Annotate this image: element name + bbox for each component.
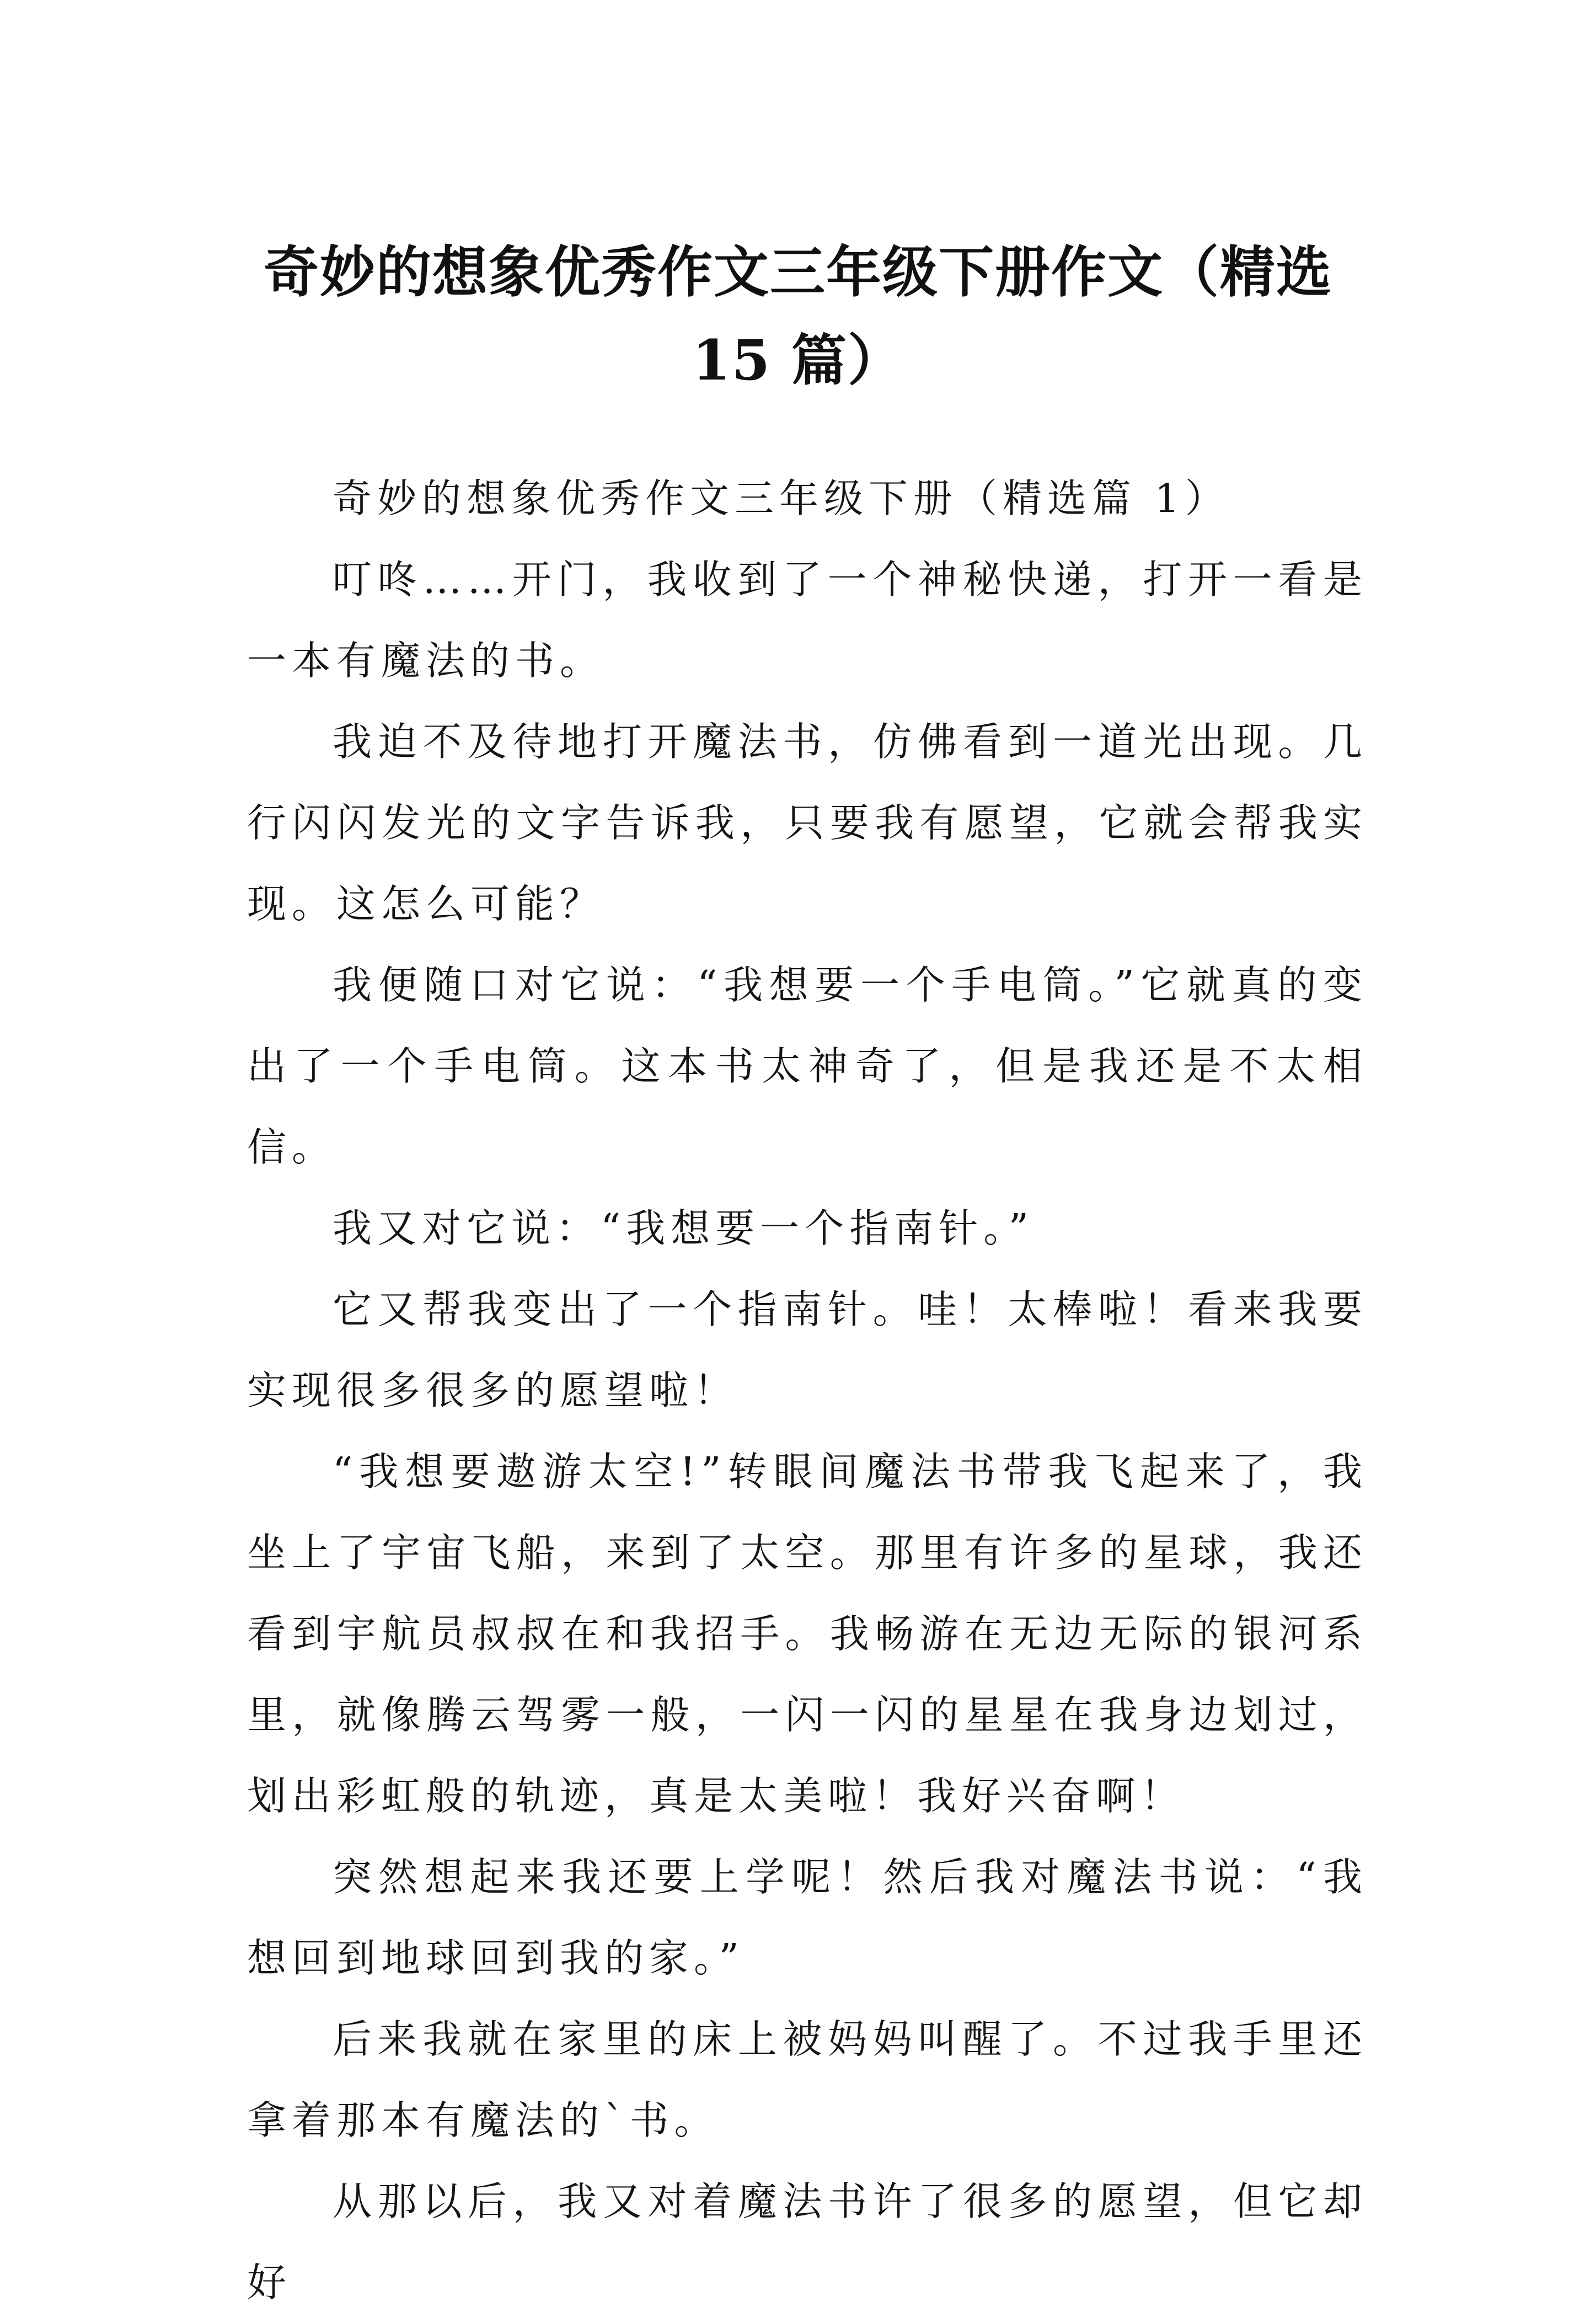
paragraph: “我想要遨游太空!”转眼间魔法书带我飞起来了，我坐上了宇宙飞船，来到了太空。那里有许多的星球，我还看到宇航员叔叔在和我招手。我畅游在无边无际的银河系里，就像腾云驾雾一般，一闪一闪的星星在我身边划过，划出彩虹般的轨迹，真是太美啦！我好兴奋啊！ [247,1449,1368,1819]
paragraph: 叮咚……开门，我收到了一个神秘快递，打开一看是一本有魔法的书。 [247,557,1368,683]
paragraph: 后来我就在家里的床上被妈妈叫醒了。不过我手里还拿着那本有魔法的`书。 [247,2016,1368,2143]
paragraph: 它又帮我变出了一个指南针。哇！太棒啦！看来我要实现很多很多的愿望啦！ [247,1286,1368,1413]
paragraph: 突然想起来我还要上学呢！然后我对魔法书说：“我想回到地球回到我的家。” [247,1854,1368,1981]
title-line-1: 奇妙的想象优秀作文三年级下册作文（精选 [264,239,1332,305]
document-body [247,458,1368,2323]
paragraph: 从那以后，我又对着魔法书许了很多的愿望，但它却好 [247,2178,1368,2305]
document-title [210,228,1386,404]
paragraph: 我便随口对它说：“我想要一个手电筒。”它就真的变出了一个手电筒。这本书太神奇了，但是我还是不太相信。 [247,962,1368,1170]
title-line-2: 15 篇） [692,328,904,393]
section-subhead: 奇妙的想象优秀作文三年级下册（精选篇 1） [333,476,1230,521]
paragraph: 我迫不及待地打开魔法书，仿佛看到一道光出现。几行闪闪发光的文字告诉我，只要我有愿望，它就会帮我实现。这怎么可能？ [247,719,1368,927]
paragraph: 我又对它说：“我想要一个指南针。” [333,1205,1035,1251]
